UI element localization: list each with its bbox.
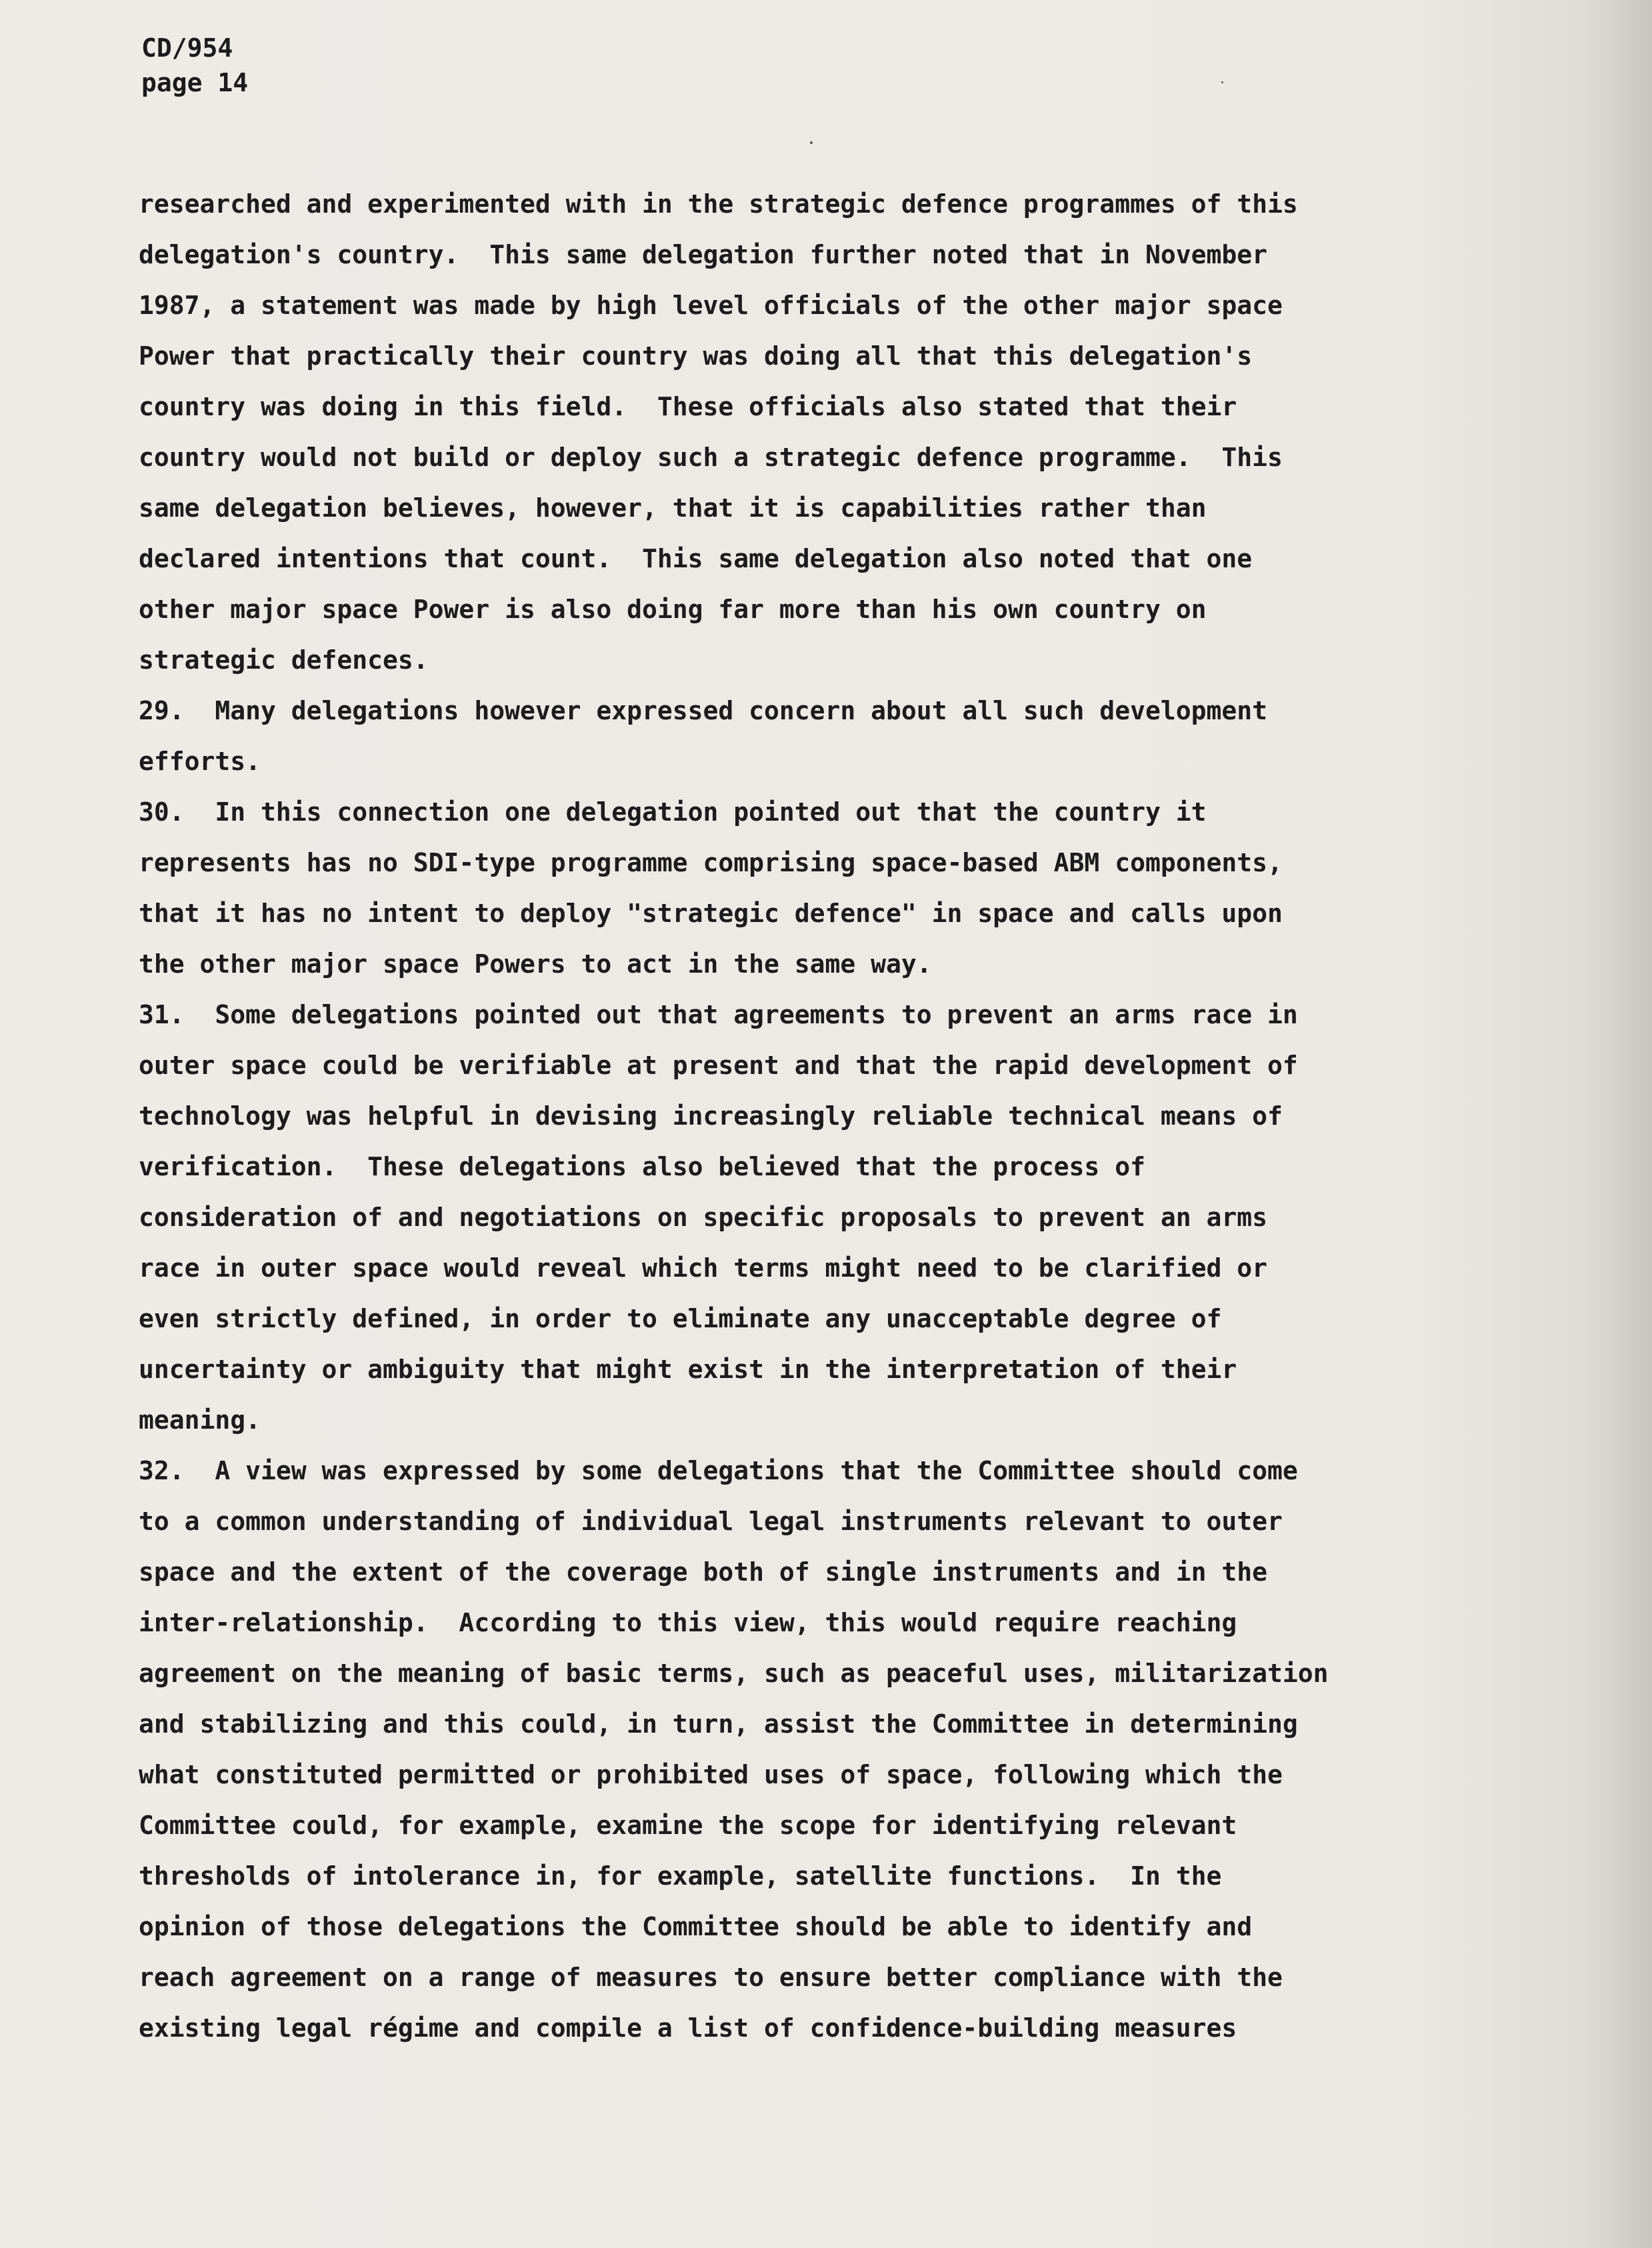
text-line: and stabilizing and this could, in turn, assist the Committee in determining <box>139 1709 1298 1739</box>
text-line: declared intentions that count. This same delegation also noted that one <box>139 544 1253 573</box>
text-line: space and the extent of the coverage both of single instruments and in the <box>139 1557 1267 1587</box>
text-line: outer space could be verifiable at present and that the rapid development of <box>139 1051 1298 1080</box>
text-line: meaning. <box>139 1405 261 1435</box>
text-line: thresholds of intolerance in, for example, satellite functions. In the <box>139 1861 1222 1891</box>
text-line: verification. These delegations also believed that the process of <box>139 1152 1145 1181</box>
text-line: existing legal régime and compile a list of confidence-building measures <box>139 2013 1237 2043</box>
text-line: technology was helpful in devising increasingly reliable technical means of <box>139 1101 1283 1131</box>
page-number: page 14 <box>141 68 249 97</box>
text-line: Power that practically their country was doing all that this delegation's <box>139 341 1253 371</box>
text-line: the other major space Powers to act in the same way. <box>139 949 932 979</box>
paragraph-32-start: 32. A view was expressed by some delegations that the Committee should come <box>139 1456 1298 1485</box>
text-line: efforts. <box>139 747 261 776</box>
text-line: other major space Power is also doing far more than his own country on <box>139 595 1207 624</box>
document-header <box>141 31 248 100</box>
paragraph-31-start: 31. Some delegations pointed out that agreements to prevent an arms race in <box>139 1000 1298 1029</box>
text-line: that it has no intent to deploy "strategic defence" in space and calls upon <box>139 899 1283 928</box>
scan-speck <box>1221 81 1223 83</box>
text-line: country would not build or deploy such a strategic defence programme. This <box>139 443 1283 472</box>
text-line: agreement on the meaning of basic terms, such as peaceful uses, militarization <box>139 1659 1329 1688</box>
text-line: researched and experimented with in the strategic defence programmes of this <box>139 189 1298 219</box>
text-line: to a common understanding of individual legal instruments relevant to outer <box>139 1507 1283 1536</box>
text-line: uncertainty or ambiguity that might exist in the interpretation of their <box>139 1355 1237 1384</box>
paragraph-29-start: 29. Many delegations however expressed concern about all such development <box>139 696 1267 725</box>
text-line: inter-relationship. According to this view, this would require reaching <box>139 1608 1237 1637</box>
text-line: delegation's country. This same delegation further noted that in November <box>139 240 1267 269</box>
paragraph-30-start: 30. In this connection one delegation pointed out that the country it <box>139 797 1207 827</box>
text-line: opinion of those delegations the Committee should be able to identify and <box>139 1912 1253 1941</box>
text-line: what constituted permitted or prohibited uses of space, following which the <box>139 1760 1283 1789</box>
text-line: same delegation believes, however, that it is capabilities rather than <box>139 493 1207 523</box>
text-line: even strictly defined, in order to eliminate any unacceptable degree of <box>139 1304 1222 1333</box>
document-symbol: CD/954 <box>141 33 233 63</box>
text-line: represents has no SDI-type programme comprising space-based ABM components, <box>139 848 1283 877</box>
body-text <box>139 179 1492 2053</box>
text-line: race in outer space would reveal which terms might need to be clarified or <box>139 1253 1267 1283</box>
text-line: country was doing in this field. These officials also stated that their <box>139 392 1237 421</box>
text-line: 1987, a statement was made by high level officials of the other major space <box>139 291 1283 320</box>
text-line: consideration of and negotiations on specific proposals to prevent an arms <box>139 1203 1267 1232</box>
text-line: Committee could, for example, examine the scope for identifying relevant <box>139 1811 1237 1840</box>
text-line: strategic defences. <box>139 645 429 675</box>
text-line: reach agreement on a range of measures to ensure better compliance with the <box>139 1963 1283 1992</box>
scan-speck <box>810 141 813 144</box>
